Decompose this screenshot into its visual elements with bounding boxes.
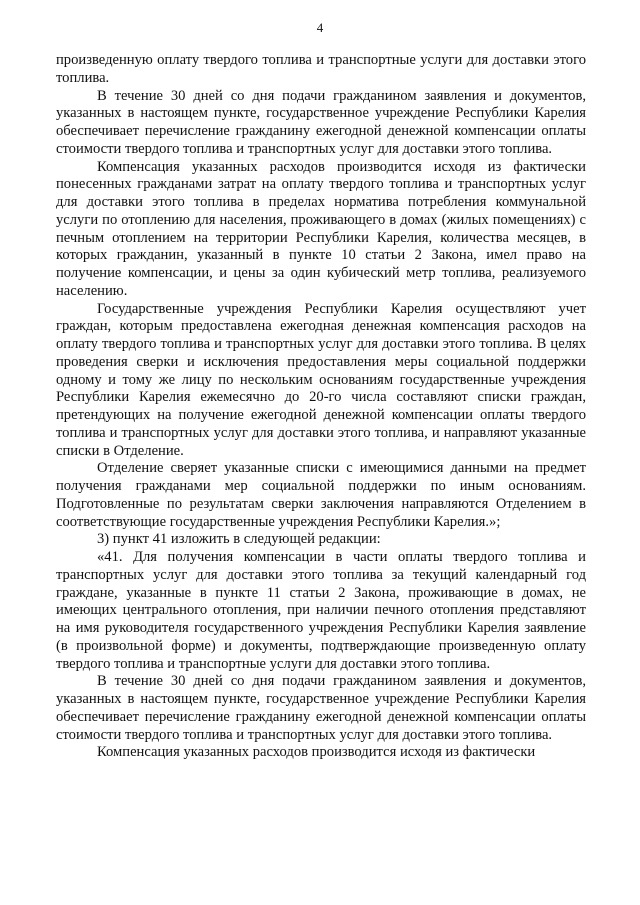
paragraph-1: произведенную оплату твердого топлива и транспортные услуги для доставки этого топлива. — [56, 52, 586, 86]
paragraph-4: Государственные учреждения Республики Карелия осуществляют учет граждан, которым предоставлена ежегодная денежная компенсация расходов на оплату твердого топлива и транспортных услуг для доставки этого топлива. В целях проведения сверки и исключения предоставления меры социальной поддержки одному и тому же лицу по нескольким основаниям государственные учреждения Республики Карелия ежемесячно до 20-го числа составляют списки граждан, претендующих на получение ежегодной денежной компенсации оплаты твердого топлива и транспортных услуг для доставки этого топлива, и направляют указанные списки в Отделение. — [56, 300, 586, 459]
paragraph-9: Компенсация указанных расходов производится исходя из фактически — [97, 744, 536, 761]
paragraph-2: В течение 30 дней со дня подачи гражданином заявления и документов, указанных в настоящем пункте, государственное учреждение Республики Карелия обеспечивает перечисление гражданину ежегодной денежной компенсации оплаты стоимости твердого топлива и транспортных услуг для доставки этого топлива. — [56, 87, 586, 157]
document-body — [56, 52, 586, 762]
page-number: 4 — [316, 20, 324, 35]
paragraph-6: 3) пункт 41 изложить в следующей редакции: — [97, 531, 381, 548]
paragraph-3: Компенсация указанных расходов производится исходя из фактически понесенных гражданами затрат на оплату твердого топлива и транспортных услуг для доставки этого топлива в пределах норматива потребления коммунальной услуги по отоплению для населения, проживающего в домах (жилых помещениях) с печным отоплением на территории Республики Карелия, количества месяцев, в которых гражданин, указанный в пункте 10 статьи 2 Закона, имел право на получение компенсации, и цены за один кубический метр топлива, реализуемого населению. — [56, 158, 586, 299]
paragraph-7: «41. Для получения компенсации в части оплаты твердого топлива и транспортных услуг для доставки этого топлива за текущий календарный год граждане, указанные в пункте 11 статьи 2 Закона, проживающие в домах, не имеющих центрального отопления, при наличии печного отопления представляют на имя руководителя государственного учреждения Республики Карелия заявление (в произвольной форме) и документы, подтверждающие произведенную оплату твердого топлива и транспортные услуги для доставки этого топлива. — [56, 549, 586, 672]
paragraph-8: В течение 30 дней со дня подачи гражданином заявления и документов, указанных в настоящем пункте, государственное учреждение Республики Карелия обеспечивает перечисление гражданину ежегодной денежной компенсации оплаты стоимости твердого топлива и транспортных услуг для доставки этого топлива. — [56, 673, 586, 743]
paragraph-5: Отделение сверяет указанные списки с имеющимися данными на предмет получения гражданами мер социальной поддержки по иным основаниям. Подготовленные по результатам сверки заключения направляются Отделением в соответствующие государственные учреждения Республики Карелия.»; — [56, 460, 586, 530]
